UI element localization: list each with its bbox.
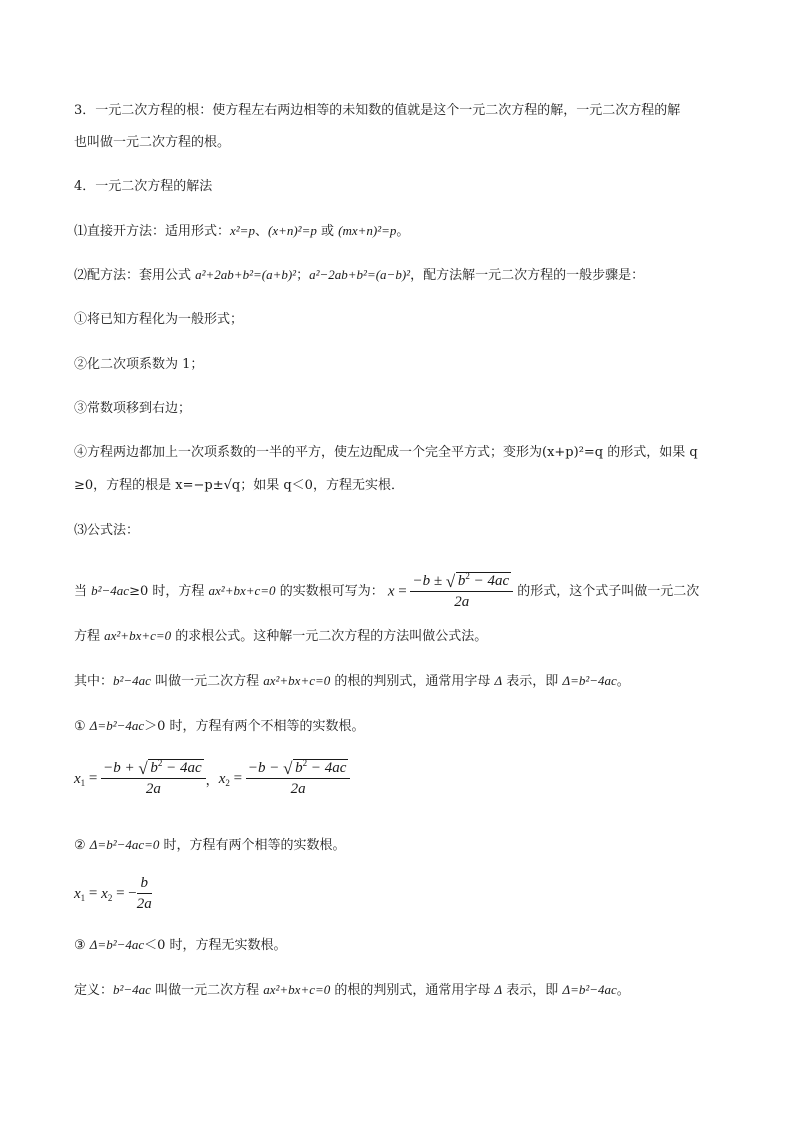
case3-a: ③ (74, 938, 90, 953)
identity-plus: a²+2ab+b²=(a+b)² (195, 267, 297, 282)
def-f: Δ (494, 982, 503, 997)
disc-e: 的根的判别式，通常用字母 (330, 674, 495, 689)
section-4-heading: 4．一元二次方程的解法 (74, 179, 213, 194)
qf-equation: ax²+bx+c=0 (208, 583, 276, 598)
x1-fraction (101, 760, 206, 798)
roots-comma: ， (205, 772, 219, 788)
method-square-tail: ，配方法解一元二次方程的一般步骤是： (410, 268, 645, 283)
radical-icon: √ (283, 759, 293, 778)
disc-f: Δ (494, 673, 503, 688)
def-g: 表示，即 (502, 983, 563, 998)
disc-h: Δ=b²−4ac (562, 673, 617, 688)
qf-fraction (410, 570, 513, 611)
form-mxn-squared: (mx+n)²=p (338, 223, 397, 238)
qf-cond: ≥0 时，方程 (129, 584, 209, 599)
case1-a: ① (74, 719, 90, 734)
qf-denominator: 2a (454, 593, 470, 610)
eq-fraction (137, 875, 152, 913)
case3-c: ＜0 时，方程无实数根。 (144, 938, 287, 953)
def-a: 定义： (74, 983, 114, 998)
eq-x1: $x_1$ (74, 885, 86, 903)
method-direct-label: ⑴直接开方法：适用形式： (74, 224, 231, 239)
eq-numerator: b (140, 875, 148, 891)
x1-label: $x_1$ (74, 770, 86, 788)
step-4-line1: ④方程两边都加上一次项系数的一半的平方，使左边配成一个完全平方式；变形为(x+p)²=q 的形式，如果 q (74, 445, 698, 460)
equal-roots-formula (74, 875, 152, 913)
disc-d: ax²+bx+c=0 (263, 673, 331, 688)
x2-numerator: −b − √ $b^2 - 4ac$ (247, 758, 347, 778)
disc-a: 其中： (74, 674, 114, 689)
case-3 (74, 936, 287, 955)
eq-neg: = − (112, 885, 137, 902)
para-3-line1: 3．一元二次方程的根：使方程左右两边相等的未知数的值就是这个一元二次方程的解，一元二次方程的解 (74, 103, 681, 118)
form-xn-squared: (x+n)²=p (267, 223, 317, 238)
def-c: 叫做一元二次方程 (150, 983, 264, 998)
qf-eq: = (394, 583, 411, 599)
qf-when: 当 (74, 584, 92, 599)
def-e: 的根的判别式，通常用字母 (330, 983, 495, 998)
roots-formula (74, 760, 350, 798)
step-3: ③常数项移到右边； (74, 401, 192, 416)
radicand-rest: − 4ac (469, 572, 510, 589)
x2-eq: = (229, 770, 246, 787)
qf-discriminant: b²−4ac (91, 583, 130, 598)
radicand-b: b (457, 572, 466, 589)
case-2 (74, 836, 346, 855)
step-2: ②化二次项系数为 1； (74, 357, 204, 372)
case2-a: ② (74, 838, 90, 853)
method-square-label: ⑵配方法：套用公式 (74, 268, 196, 283)
def-d: ax²+bx+c=0 (263, 982, 331, 997)
x1-eq: = (85, 770, 102, 787)
qf-x: x (387, 583, 395, 599)
x1-numerator: −b + √ $b^2 - 4ac$ (103, 758, 202, 778)
form-x-squared: x²=p (230, 223, 255, 238)
x1-denominator: 2a (145, 781, 161, 797)
disc-g: 表示，即 (502, 674, 563, 689)
or-word: 或 (316, 224, 339, 239)
quadratic-formula-line2 (74, 627, 487, 646)
case2-b: Δ=b²−4ac=0 (89, 837, 160, 852)
qf-numerator (410, 570, 513, 591)
method-completing-square (74, 266, 644, 285)
case1-b: Δ=b²−4ac (89, 718, 145, 733)
para-3-line2: 也叫做一元二次方程的根。 (74, 135, 231, 150)
step-1: ①将已知方程化为一般形式； (74, 312, 244, 327)
qf-tail: 的形式，这个式子叫做一元二次 (517, 584, 700, 599)
qf2-eq: ax²+bx+c=0 (104, 628, 172, 643)
eq-denominator: 2a (136, 896, 152, 912)
def-h: Δ=b²−4ac (562, 982, 617, 997)
qf-num-text: −b ± (412, 572, 446, 589)
radical-icon: √ (445, 571, 456, 591)
x2-denominator: 2a (290, 781, 306, 797)
sep: 、 (254, 224, 268, 239)
eq-x2: $x_2$ (101, 885, 113, 903)
disc-c: 叫做一元二次方程 (150, 674, 264, 689)
def-i: 。 (616, 983, 630, 998)
qf2-b: 的求根公式。这种解一元二次方程的方法叫做公式法。 (171, 629, 488, 644)
identity-minus: a²−2ab+b²=(a−b)² (309, 267, 411, 282)
quadratic-formula-line (74, 563, 699, 619)
eq-mid: = (85, 885, 102, 902)
discriminant-line (74, 672, 630, 691)
qf2-a: 方程 (74, 629, 105, 644)
x2-label: $x_2$ (218, 770, 230, 788)
def-b: b²−4ac (113, 982, 151, 997)
definition-line (74, 981, 630, 1000)
sq: 2 (465, 570, 470, 581)
sep: ； (296, 268, 310, 283)
case1-c: ＞0 时，方程有两个不相等的实数根。 (144, 719, 365, 734)
method-direct-root (74, 222, 409, 241)
case2-c: 时，方程有两个相等的实数根。 (159, 838, 346, 853)
qf-can-write: 的实数根可写为： (275, 584, 384, 599)
disc-b: b²−4ac (113, 673, 151, 688)
period: 。 (396, 224, 410, 239)
step-4-line2: ≥0，方程的根是 x=−p±√q；如果 q＜0，方程无实根． (74, 478, 404, 493)
method-formula-heading: ⑶公式法： (74, 523, 140, 538)
sqrt-sign (445, 570, 511, 591)
qf-radicand (456, 572, 511, 589)
case3-b: Δ=b²−4ac (89, 937, 145, 952)
radical-icon: √ (138, 759, 148, 778)
quadratic-formula (387, 570, 513, 611)
x2-fraction (246, 760, 351, 798)
disc-i: 。 (616, 674, 630, 689)
case-1 (74, 717, 365, 736)
